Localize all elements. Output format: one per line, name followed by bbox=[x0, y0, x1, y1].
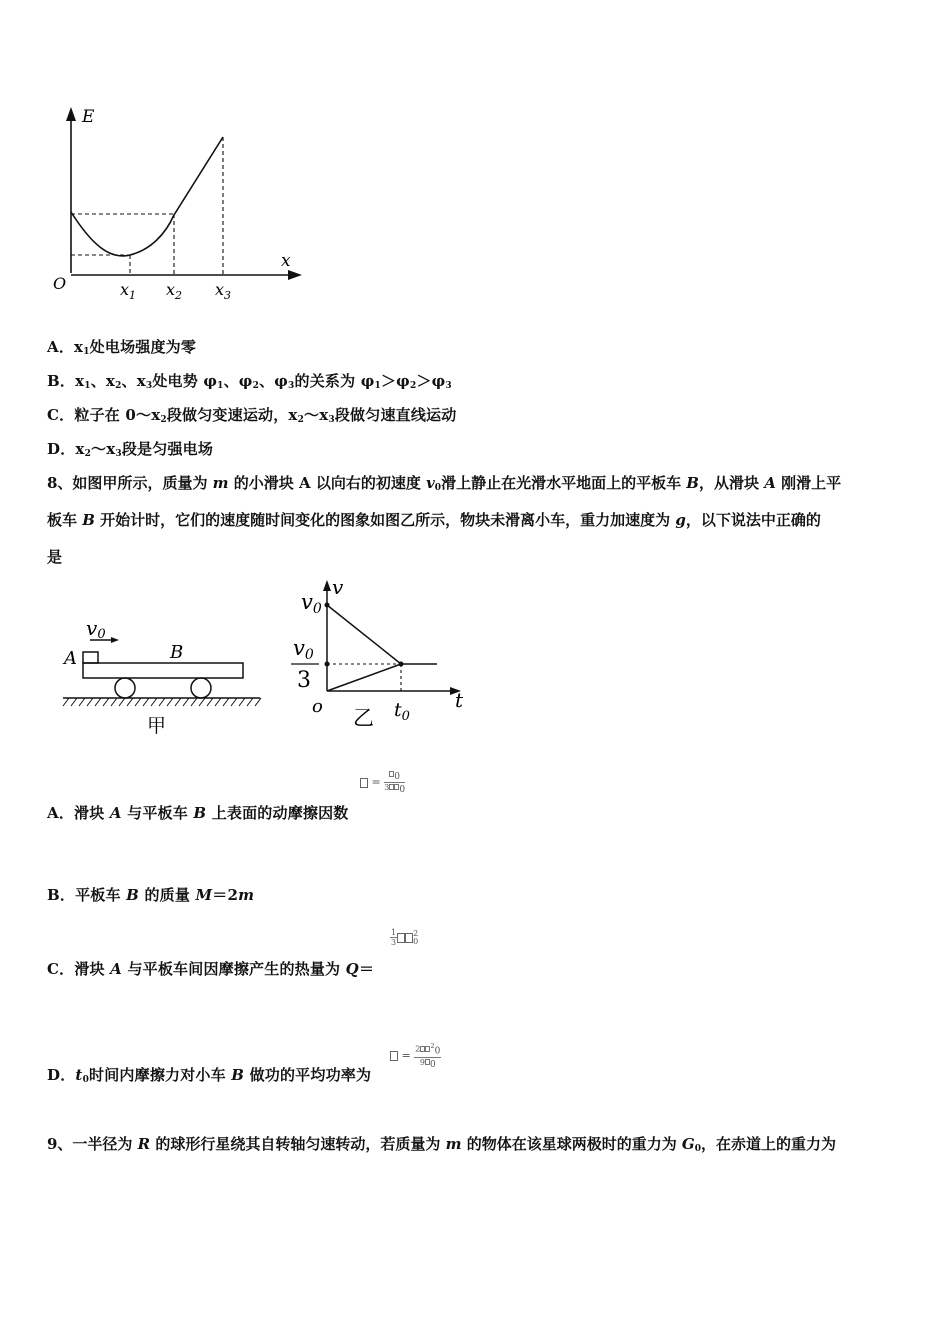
q9-stem: 9、一半径为 R 的球形行星绕其自转轴匀速转动，若质量为 m 的物体在该星球两极时的重力为 $G_0$，在赤道上的重力为 bbox=[47, 1135, 837, 1154]
q8-stem-line1: 8、如图甲所示，质量为 m 的小滑块 A 以向右的初速度 $v_0$滑上静止在光滑水平地面上的平板车 B，从滑块 A 刚滑上平 bbox=[47, 474, 842, 493]
v0-arrow-icon bbox=[111, 637, 119, 643]
line-a bbox=[327, 605, 401, 664]
frac-den-label: 3 bbox=[297, 668, 311, 693]
e-curve bbox=[71, 137, 223, 256]
formula-d: = $\frac{2 ^2_0}{9 _0}$ bbox=[390, 1042, 441, 1070]
wheel-right bbox=[191, 678, 211, 698]
figure-yi bbox=[285, 575, 480, 735]
wheel-left bbox=[115, 678, 135, 698]
q8-option-a: A．滑块 A 与平板车 B 上表面的动摩擦因数 bbox=[47, 804, 349, 822]
t0-label: $t_0$ bbox=[394, 699, 410, 724]
figure-jia bbox=[55, 610, 270, 740]
x-arrow-icon bbox=[288, 270, 302, 280]
q7-option-c: C．粒子在 $0\sim x_2$段做匀变速运动，$x_2\sim x_3$段做匀速直线运动 bbox=[47, 406, 457, 425]
v0-label: v0 bbox=[86, 616, 106, 642]
y-arrow-icon bbox=[66, 107, 76, 121]
caption-jia: 甲 bbox=[147, 715, 167, 737]
label-b: B bbox=[170, 642, 184, 663]
x1-label: $x_1$ bbox=[120, 280, 137, 302]
q7-option-b: B．$x_1$、$x_2$、$x_3$处电势 $\varphi_1$、$\varphi_2$、$\varphi_3$的关系为 $\varphi_1>\varphi_2>\varphi_3$ bbox=[47, 372, 452, 391]
frac-num-label: v0 bbox=[293, 636, 314, 663]
q7-option-d: D．$x_2\sim x_3$段是匀强电场 bbox=[47, 440, 214, 459]
e-label: E bbox=[82, 107, 95, 127]
q8-option-d: D．$t_0$时间内摩擦力对小车 B 做功的平均功率为 bbox=[47, 1066, 372, 1085]
origin-label: O bbox=[53, 274, 67, 293]
t-axis-label: t bbox=[455, 688, 464, 712]
slider-a bbox=[83, 652, 98, 663]
e-x-graph bbox=[40, 95, 320, 305]
q7-option-a: A．$x_1$处电场强度为零 bbox=[47, 338, 197, 357]
q8-stem-line3: 是 bbox=[47, 548, 63, 566]
label-a: A bbox=[64, 648, 77, 669]
formula-c: $\frac{1}{3}$ 2 0 bbox=[391, 928, 419, 947]
q8-option-b: B．平板车 B 的质量 M＝2m bbox=[47, 886, 255, 904]
v-axis-label: v bbox=[332, 575, 344, 599]
origin-o-label: o bbox=[312, 696, 323, 717]
line-b bbox=[327, 664, 401, 691]
q8-stem-line2: 板车 B 开始计时，它们的速度随时间变化的图象如图乙所示，物块未滑离小车，重力加速度为 g，以下说法中正确的 bbox=[47, 511, 821, 529]
caption-yi: 乙 bbox=[353, 706, 374, 730]
v-arrow-icon bbox=[323, 580, 331, 591]
q8-option-c: C．滑块 A 与平板车间因摩擦产生的热量为 Q＝ bbox=[47, 960, 375, 978]
x-axis-label: x bbox=[281, 251, 291, 271]
formula-a: = $\frac{_0}{3 _0}$ bbox=[360, 770, 405, 795]
v0-tick-label: v0 bbox=[301, 590, 322, 617]
x2-label: $x_2$ bbox=[166, 280, 183, 302]
x3-label: $x_3$ bbox=[215, 280, 232, 302]
plank-b bbox=[83, 663, 243, 678]
